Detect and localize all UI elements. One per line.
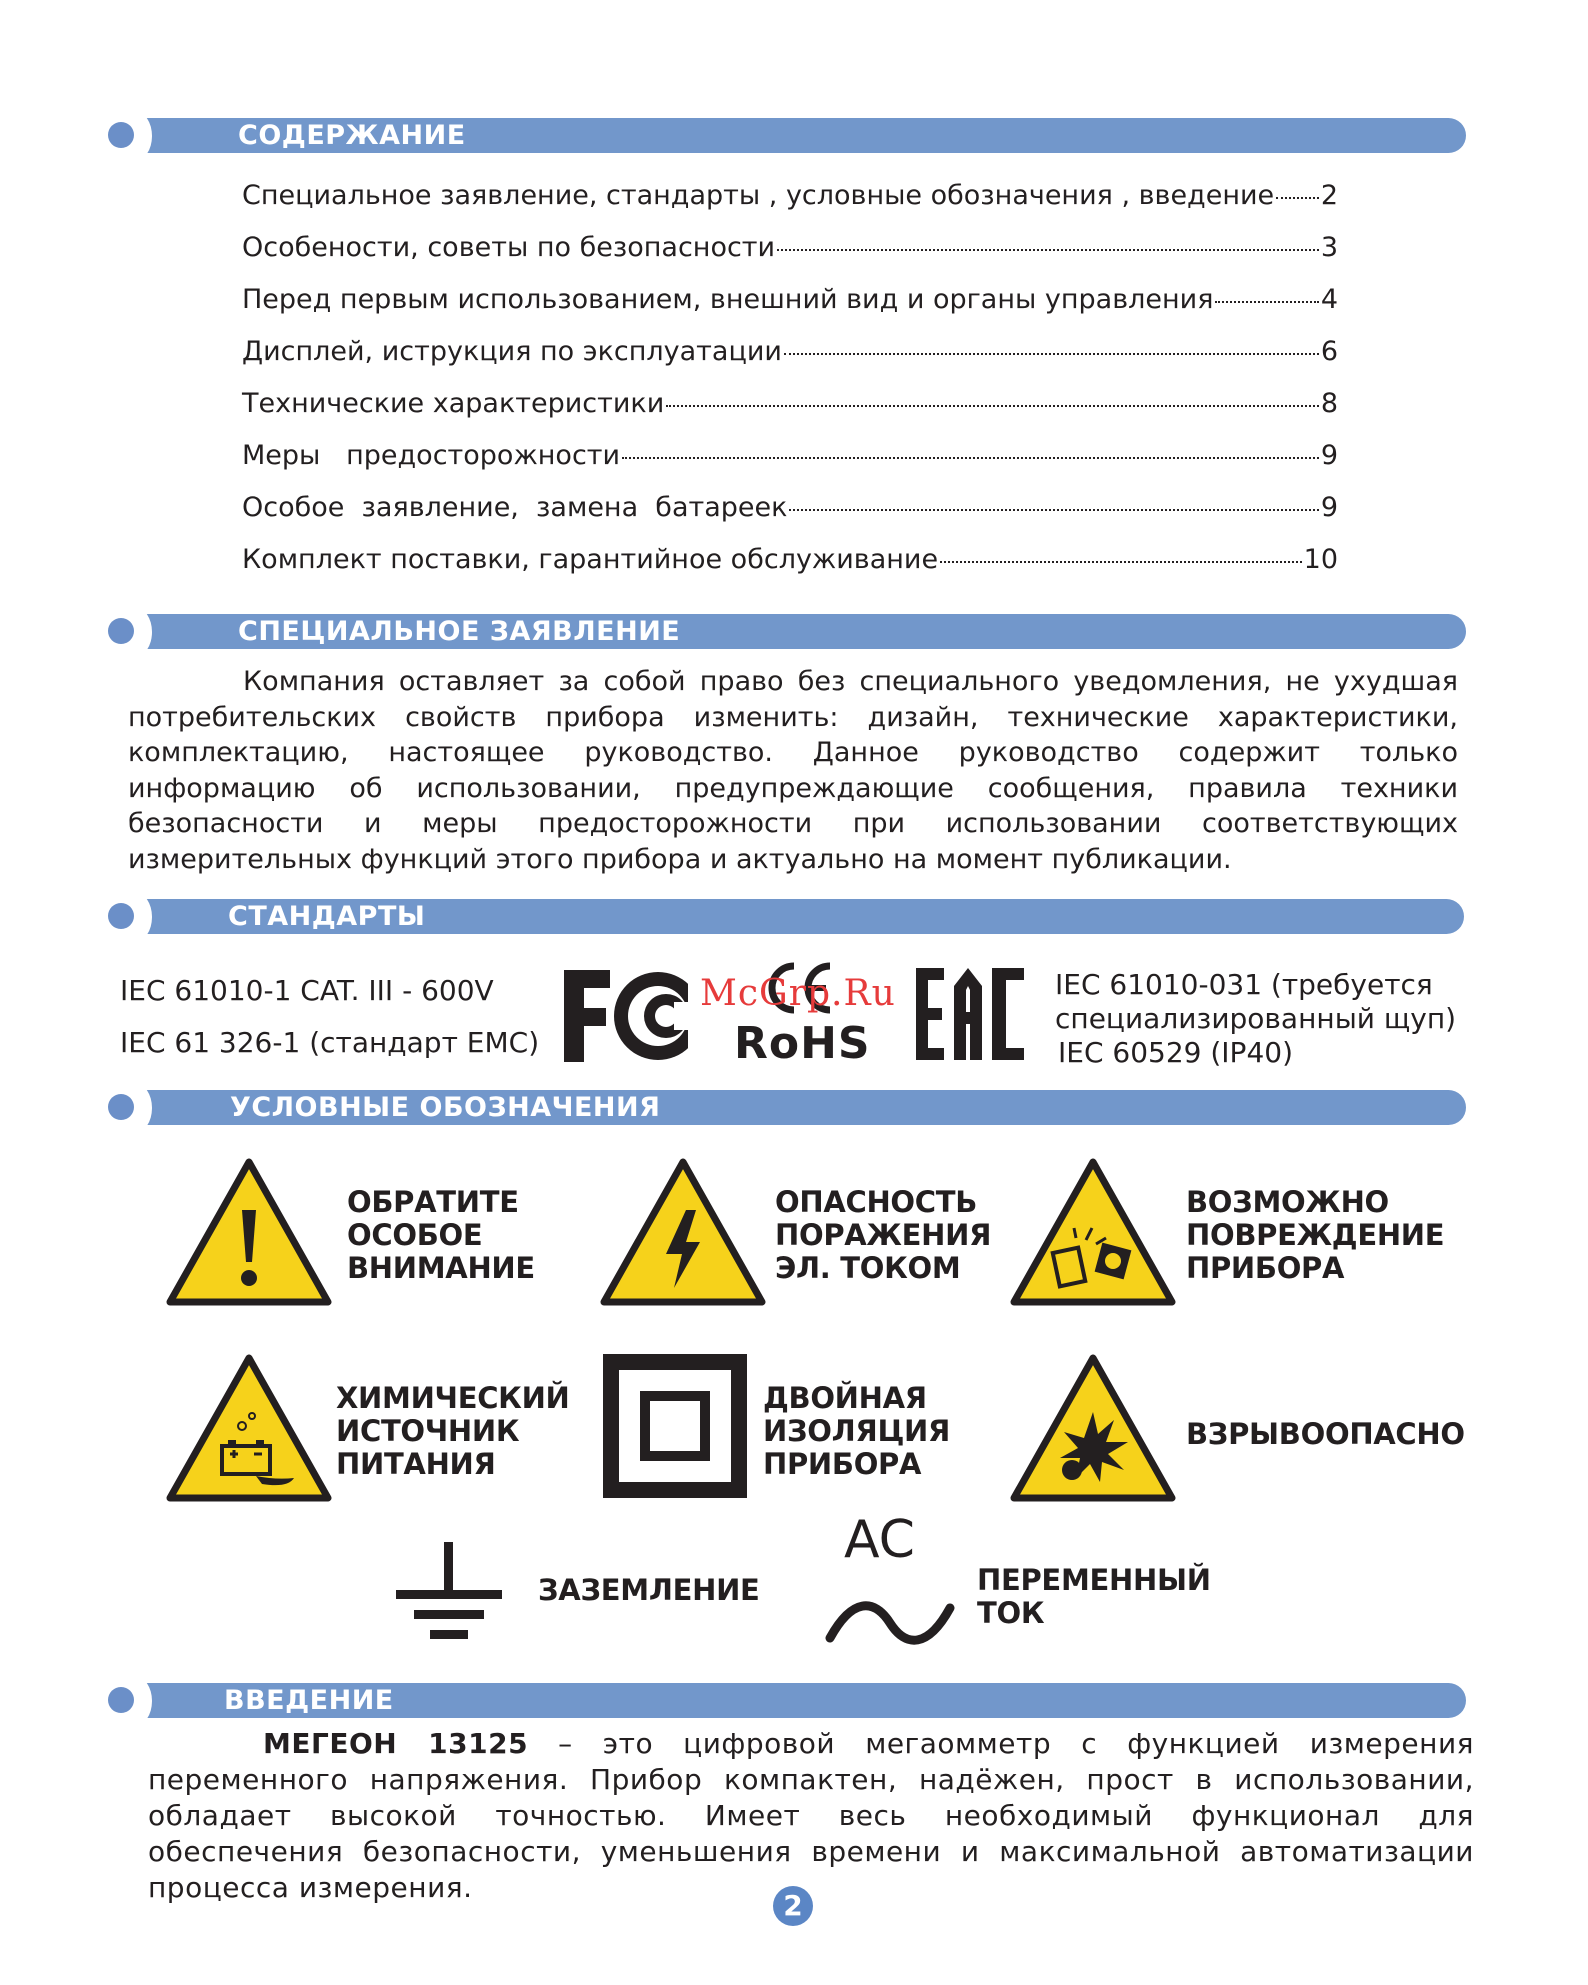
standard-iec61326-1: IEC 61 326-1 (стандарт EMC) bbox=[120, 1026, 540, 1059]
product-name: МЕГЕОН 13125 bbox=[263, 1727, 529, 1760]
ground-icon bbox=[384, 1520, 514, 1660]
sign-label-chemical-source: ХИМИЧЕСКИЙ ИСТОЧНИК ПИТАНИЯ bbox=[336, 1381, 570, 1481]
chemical-battery-icon bbox=[166, 1354, 332, 1502]
sign-label-electric-shock: ОПАСНОСТЬ ПОРАЖЕНИЯ ЭЛ. ТОКОМ bbox=[775, 1185, 992, 1285]
watermark: McGrp.Ru bbox=[700, 973, 896, 1014]
sign-label-device-damage: ВОЗМОЖНО ПОВРЕЖДЕНИЕ ПРИБОРА bbox=[1186, 1185, 1445, 1285]
section-title-symbols: УСЛОВНЫЕ ОБОЗНАЧЕНИЯ bbox=[230, 1092, 661, 1123]
toc-item[interactable]: Технические характеристики 8 bbox=[242, 388, 1338, 419]
toc-item[interactable]: Дисплей, иструкция по эксплуатации 6 bbox=[242, 336, 1338, 367]
ac-symbol-text: AC bbox=[844, 1510, 915, 1570]
standard-iec61010-1: IEC 61010-1 CAT. III - 600V bbox=[120, 974, 494, 1007]
sign-label-ground: ЗАЗЕМЛЕНИЕ bbox=[538, 1573, 760, 1607]
standard-probe-note: специализированный щуп) bbox=[1055, 1002, 1457, 1035]
warning-exclamation-icon bbox=[166, 1158, 332, 1306]
sine-wave-icon bbox=[822, 1588, 958, 1658]
electric-shock-icon bbox=[600, 1158, 766, 1306]
explosive-icon bbox=[1010, 1354, 1176, 1502]
rohs-logo: RoHS bbox=[734, 1018, 871, 1069]
sign-label-attention: ОБРАТИТЕ ОСОБОЕ ВНИМАНИЕ bbox=[347, 1185, 535, 1285]
toc-item[interactable]: Специальное заявление, стандарты , условные обозначения , введение 2 bbox=[242, 180, 1338, 211]
intro-paragraph: МЕГЕОН 13125 – это цифровой мегаомметр с функцией измерения переменного напряжения. Прибор компактен, надёжен, прост в использовании, обладает высокой точностью. Имеет весь необходимый функционал для обеспечения безопасности, уменьшения времени и максимальной автоматизации процесса измерения. bbox=[148, 1727, 1474, 1904]
sign-label-double-insulation: ДВОЙНАЯ ИЗОЛЯЦИЯ ПРИБОРА bbox=[763, 1381, 951, 1481]
toc-item[interactable]: Меры предосторожности 9 bbox=[242, 440, 1338, 471]
standard-iec60529: IEC 60529 (IP40) bbox=[1058, 1036, 1293, 1069]
double-insulation-icon bbox=[603, 1354, 747, 1498]
eac-logo bbox=[916, 968, 1024, 1060]
device-damage-icon bbox=[1010, 1158, 1176, 1306]
toc-item[interactable]: Особое заявление, замена батареек 9 bbox=[242, 492, 1338, 523]
section-title-standards: СТАНДАРТЫ bbox=[228, 901, 426, 932]
toc-item[interactable]: Перед первым использованием, внешний вид и органы управления 4 bbox=[242, 284, 1338, 315]
page-number: 2 bbox=[773, 1886, 813, 1926]
section-title-intro: ВВЕДЕНИЕ bbox=[224, 1685, 394, 1716]
section-title-toc: СОДЕРЖАНИЕ bbox=[238, 120, 466, 151]
ac-icon bbox=[808, 1510, 968, 1660]
fcc-logo bbox=[562, 966, 702, 1066]
toc-item[interactable]: Особености, советы по безопасности 3 bbox=[242, 232, 1338, 263]
sign-label-explosive: ВЗРЫВООПАСНО bbox=[1186, 1417, 1465, 1451]
statement-paragraph: Компания оставляет за собой право без специального уведомления, не ухудшая потребительских свойств прибора изменить: дизайн, технические характеристики, комплектацию, настоящее руководство. Данное руководство содержит только информацию об использовании, предупреждающие сообщения, правила техники безопасности и меры предосторожности при использовании соответствующих измерительных функций этого прибора и актуально на момент публикации. bbox=[128, 666, 1458, 875]
sign-label-ac: ПЕРЕМЕННЫЙ ТОК bbox=[977, 1563, 1211, 1630]
section-title-statement: СПЕЦИАЛЬНОЕ ЗАЯВЛЕНИЕ bbox=[238, 616, 681, 647]
toc-item[interactable]: Комплект поставки, гарантийное обслуживание 10 bbox=[242, 544, 1338, 575]
standard-iec61010-031: IEC 61010-031 (требуется bbox=[1055, 968, 1433, 1001]
